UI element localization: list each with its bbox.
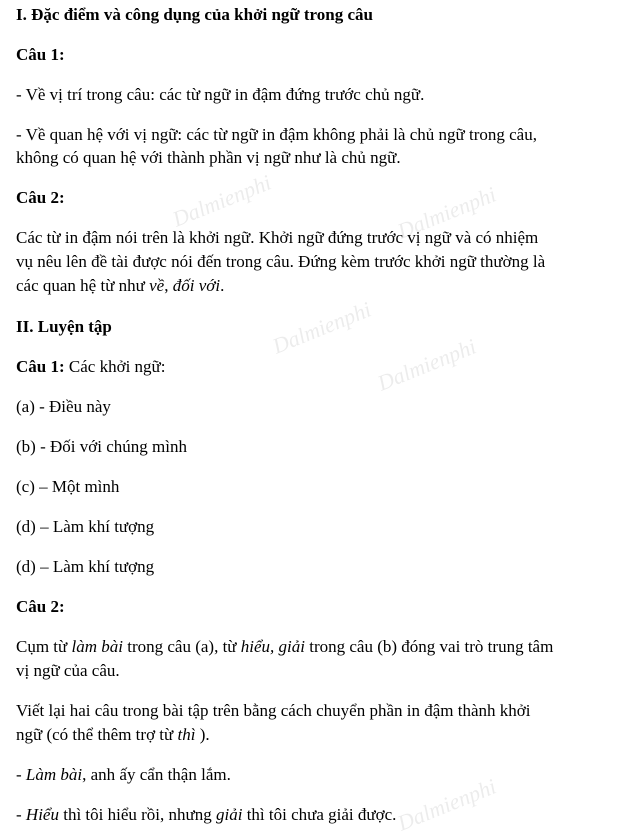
- text: trong câu (a), từ: [122, 637, 241, 656]
- question-label: Câu 2:: [16, 188, 65, 207]
- paragraph-line: - Về quan hệ với vị ngữ: các từ ngữ in đậm không phải là chủ ngữ trong câu,: [16, 125, 537, 144]
- text: , anh ấy cẩn thận lắm.: [82, 765, 231, 784]
- watermark: Dalmienphi: [268, 296, 375, 359]
- list-item: (c) – Một mình: [16, 477, 120, 496]
- example-sentence: [16, 763, 231, 787]
- paragraph-line: [16, 723, 210, 747]
- text: trong câu (b) đóng vai trò trung tâm: [304, 637, 554, 656]
- italic-term: làm bài: [71, 637, 123, 656]
- italic-term: thì: [177, 725, 196, 744]
- question-label: Câu 1:: [16, 45, 65, 64]
- paragraph-line: Các từ in đậm nói trên là khởi ngữ. Khởi ngữ đứng trước vị ngữ và có nhiệm: [16, 228, 539, 247]
- text: ,: [164, 276, 173, 295]
- question-label: Câu 1:: [16, 357, 65, 376]
- watermark: Dalmienphi: [393, 773, 500, 836]
- paragraph-line: vụ nêu lên đề tài được nói đến trong câu. Đứng kèm trước khởi ngữ thường là: [16, 252, 546, 271]
- watermark: Dalmienphi: [393, 181, 500, 244]
- paragraph-line: Viết lại hai câu trong bài tập trên bằng cách chuyển phần in đậm thành khởi: [16, 701, 531, 720]
- section-heading-2: II. Luyện tập: [16, 317, 112, 336]
- text: Cụm từ: [16, 637, 72, 656]
- text: ngữ (có thể thêm trợ từ: [16, 725, 178, 744]
- watermark: Dalmienphi: [373, 333, 480, 396]
- text: -: [16, 765, 26, 784]
- italic-term: Hiểu: [25, 805, 59, 824]
- italic-term: về: [149, 276, 165, 295]
- text: .: [220, 276, 225, 295]
- list-item: (d) – Làm khí tượng: [16, 557, 155, 576]
- text: Các khởi ngữ:: [64, 357, 166, 376]
- paragraph-line: vị ngữ của câu.: [16, 661, 120, 680]
- paragraph: [16, 355, 166, 379]
- text: thì tôi hiểu rồi, nhưng: [58, 805, 216, 824]
- text: ).: [195, 725, 210, 744]
- paragraph: - Về vị trí trong câu: các từ ngữ in đậm đứng trước chủ ngữ.: [16, 85, 425, 104]
- paragraph-line: không có quan hệ với thành phần vị ngữ như là chủ ngữ.: [16, 148, 401, 167]
- text: thì tôi chưa giải được.: [242, 805, 397, 824]
- text: -: [16, 805, 26, 824]
- example-sentence: [16, 803, 396, 827]
- question-label: Câu 2:: [16, 597, 65, 616]
- list-item: (b) - Đối với chúng mình: [16, 437, 187, 456]
- list-item: (d) – Làm khí tượng: [16, 517, 155, 536]
- section-heading-1: I. Đặc điểm và công dụng của khởi ngữ trong câu: [16, 5, 373, 24]
- list-item: (a) - Điều này: [16, 397, 111, 416]
- italic-term: hiểu, giải: [240, 637, 305, 656]
- watermark: Dalmienphi: [168, 169, 275, 232]
- italic-term: giải: [215, 805, 243, 824]
- paragraph-line: [16, 635, 553, 659]
- paragraph-line: [16, 274, 224, 298]
- italic-term: đối với: [172, 276, 221, 295]
- text: các quan hệ từ như: [16, 276, 150, 295]
- italic-term: Làm bài: [25, 765, 83, 784]
